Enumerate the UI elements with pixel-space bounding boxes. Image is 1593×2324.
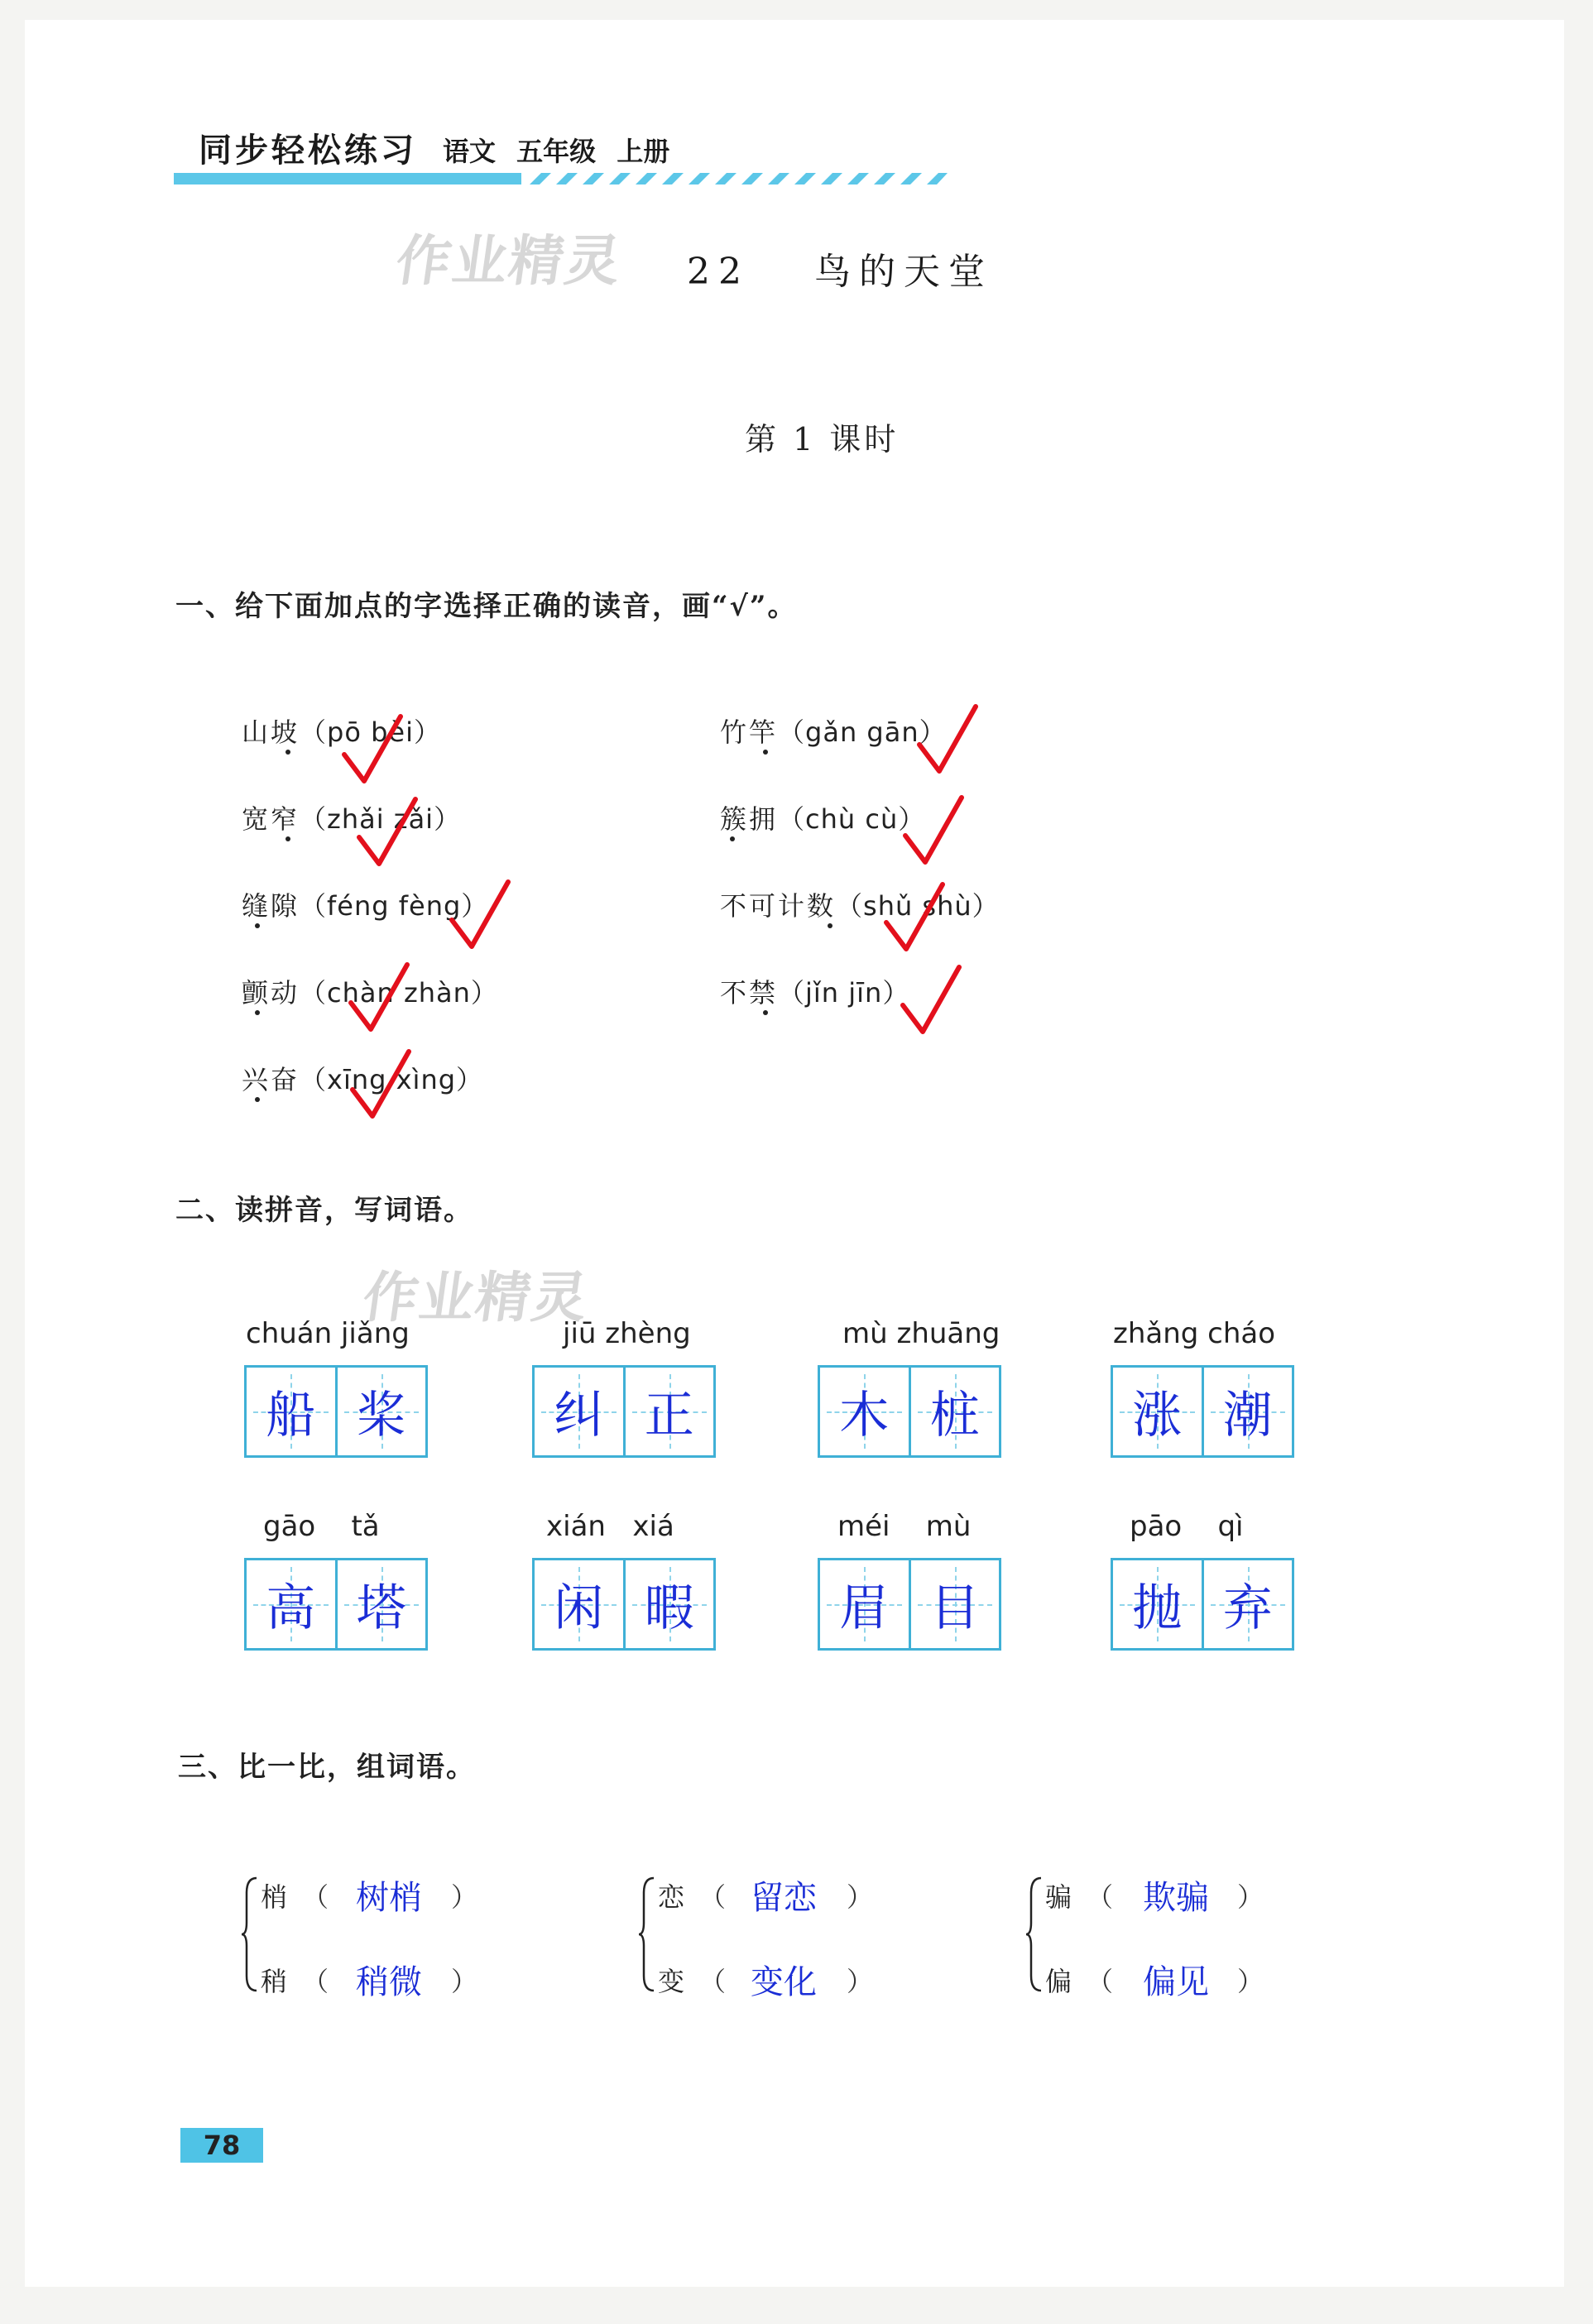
word-pinyin: gāo tǎ bbox=[263, 1510, 380, 1543]
writing-cell bbox=[623, 1368, 714, 1455]
header-volume: 上册 bbox=[617, 136, 670, 167]
answer-word: 稍微 bbox=[356, 1963, 422, 2001]
answer-word: 留恋 bbox=[751, 1879, 817, 1917]
item-options: （pō bèi） bbox=[300, 716, 441, 748]
close-paren: ） bbox=[847, 1966, 874, 1997]
word-writing-box bbox=[818, 1558, 1001, 1651]
writing-cell bbox=[1202, 1368, 1293, 1455]
word-writing-box bbox=[1111, 1558, 1294, 1651]
pronunciation-item bbox=[720, 885, 1000, 923]
base-char: 恋 bbox=[658, 1881, 685, 1913]
written-char: 正 bbox=[644, 1387, 694, 1445]
header-stripe-bar bbox=[174, 170, 948, 187]
item-options: （chàn zhàn） bbox=[300, 977, 498, 1009]
item-word: 竹竿 bbox=[720, 716, 779, 748]
item-word: 簇拥 bbox=[720, 803, 779, 835]
emphasis-dot bbox=[730, 836, 735, 841]
writing-cell bbox=[535, 1560, 623, 1648]
checkmark-icon bbox=[339, 712, 405, 786]
item-word: 缝隙 bbox=[242, 890, 300, 922]
base-char: 骗 bbox=[1045, 1881, 1072, 1913]
answer-word: 偏见 bbox=[1143, 1963, 1209, 2001]
written-char: 桩 bbox=[929, 1387, 980, 1445]
word-writing-box bbox=[818, 1365, 1001, 1458]
close-paren: ） bbox=[451, 1966, 478, 1997]
open-paren: （ bbox=[699, 1966, 727, 1997]
written-char: 弃 bbox=[1222, 1579, 1273, 1637]
writing-cell bbox=[1113, 1560, 1202, 1648]
word-writing-box bbox=[244, 1365, 428, 1458]
checkmark-icon bbox=[900, 793, 967, 867]
pronunciation-item bbox=[720, 712, 947, 750]
emphasis-dot bbox=[285, 750, 290, 755]
open-paren: （ bbox=[302, 1966, 329, 1997]
item-options: （jǐn jīn） bbox=[778, 977, 910, 1009]
emphasis-dot bbox=[828, 923, 832, 928]
emphasis-dot bbox=[255, 1097, 260, 1102]
written-char: 涨 bbox=[1132, 1387, 1183, 1445]
writing-cell bbox=[1113, 1368, 1202, 1455]
lesson-title bbox=[687, 242, 993, 295]
word-pinyin: pāo qì bbox=[1130, 1510, 1244, 1543]
emphasis-dot bbox=[763, 750, 768, 755]
section3-title: 三、比一比，组词语。 bbox=[178, 1751, 476, 1784]
writing-cell bbox=[820, 1560, 909, 1648]
written-char: 目 bbox=[929, 1579, 980, 1637]
checkmark-icon bbox=[354, 794, 420, 869]
close-paren: ） bbox=[451, 1881, 478, 1913]
written-char: 眉 bbox=[839, 1579, 890, 1637]
word-pinyin: chuán jiǎng bbox=[246, 1317, 410, 1350]
writing-cell bbox=[909, 1560, 1000, 1648]
brace-icon bbox=[637, 1876, 657, 1992]
item-word: 颤动 bbox=[242, 977, 300, 1009]
written-char: 高 bbox=[266, 1579, 316, 1637]
written-char: 闲 bbox=[554, 1579, 604, 1637]
pronunciation-item bbox=[242, 798, 461, 836]
written-char: 抛 bbox=[1132, 1579, 1183, 1637]
writing-cell bbox=[820, 1368, 909, 1455]
answer-word: 树梢 bbox=[356, 1879, 422, 1917]
checkmark-icon bbox=[348, 1047, 414, 1121]
emphasis-dot bbox=[255, 923, 260, 928]
item-word: 不禁 bbox=[720, 977, 779, 1009]
item-options: （shǔ shù） bbox=[836, 890, 1000, 922]
emphasis-dot bbox=[285, 836, 290, 841]
checkmark-icon bbox=[881, 879, 948, 954]
brace-icon bbox=[1024, 1876, 1044, 1992]
written-char: 塔 bbox=[356, 1579, 406, 1637]
word-writing-box bbox=[532, 1365, 716, 1458]
writing-cell bbox=[247, 1560, 335, 1648]
header-grade: 五年级 bbox=[516, 136, 597, 167]
writing-cell bbox=[623, 1560, 714, 1648]
checkmark-icon bbox=[447, 877, 513, 951]
open-paren: （ bbox=[1087, 1966, 1114, 1997]
checkmark-icon bbox=[346, 960, 412, 1034]
word-writing-box bbox=[532, 1558, 716, 1651]
word-pair-line bbox=[658, 1876, 906, 1918]
pronunciation-item bbox=[720, 972, 909, 1010]
item-word: 山坡 bbox=[242, 716, 300, 748]
item-options: （chù cù） bbox=[778, 803, 926, 835]
watermark-middle: 作业精灵 bbox=[358, 1266, 593, 1330]
header-subject-info bbox=[443, 131, 669, 169]
item-options: （gǎn gān） bbox=[778, 716, 947, 748]
item-word: 兴奋 bbox=[242, 1064, 300, 1095]
base-char: 偏 bbox=[1045, 1966, 1072, 1997]
item-options: （xīng xìng） bbox=[300, 1064, 484, 1095]
watermark-top: 作业精灵 bbox=[391, 229, 626, 293]
item-word: 不可计数 bbox=[720, 890, 837, 922]
open-paren: （ bbox=[302, 1881, 329, 1913]
word-pinyin: xián xiá bbox=[546, 1510, 674, 1543]
writing-cell bbox=[535, 1368, 623, 1455]
header-series-title: 同步轻松练习 bbox=[199, 132, 417, 170]
writing-cell bbox=[335, 1368, 426, 1455]
item-options: （zhǎi zǎi） bbox=[300, 803, 462, 835]
brace-icon bbox=[240, 1876, 260, 1992]
item-options: （féng fèng） bbox=[300, 890, 489, 922]
checkmark-icon bbox=[898, 962, 964, 1037]
written-char: 船 bbox=[266, 1387, 316, 1445]
answer-word: 变化 bbox=[751, 1963, 817, 2001]
word-pair-line bbox=[261, 1961, 509, 2002]
written-char: 木 bbox=[839, 1387, 890, 1445]
emphasis-dot bbox=[763, 1010, 768, 1015]
section2-title: 二、读拼音，写词语。 bbox=[175, 1194, 473, 1227]
open-paren: （ bbox=[1087, 1881, 1114, 1913]
word-pinyin: zhǎng cháo bbox=[1113, 1317, 1276, 1350]
word-pinyin: méi mù bbox=[837, 1510, 972, 1543]
word-pair-line bbox=[658, 1961, 906, 2002]
answer-word: 欺骗 bbox=[1143, 1879, 1209, 1917]
close-paren: ） bbox=[847, 1881, 874, 1913]
section1-title: 一、给下面加点的字选择正确的读音，画“√”。 bbox=[175, 590, 798, 623]
written-char: 纠 bbox=[554, 1387, 604, 1445]
word-pinyin: mù zhuāng bbox=[842, 1317, 1000, 1350]
word-pair-line bbox=[1045, 1876, 1293, 1918]
word-pair-line bbox=[1045, 1961, 1293, 2002]
base-char: 稍 bbox=[261, 1966, 288, 1997]
pronunciation-item bbox=[720, 798, 925, 836]
checkmark-icon bbox=[914, 702, 981, 776]
word-pinyin: jiū zhèng bbox=[563, 1317, 691, 1350]
emphasis-dot bbox=[255, 1010, 260, 1015]
writing-cell bbox=[335, 1560, 426, 1648]
close-paren: ） bbox=[1237, 1966, 1264, 1997]
header-subject: 语文 bbox=[443, 136, 497, 167]
page-number: 78 bbox=[180, 2128, 263, 2163]
close-paren: ） bbox=[1237, 1881, 1264, 1913]
writing-cell bbox=[247, 1368, 335, 1455]
base-char: 变 bbox=[658, 1966, 685, 1997]
writing-cell bbox=[1202, 1560, 1293, 1648]
written-char: 桨 bbox=[356, 1387, 406, 1445]
lesson-name: 鸟的天堂 bbox=[814, 251, 993, 293]
word-writing-box bbox=[244, 1558, 428, 1651]
open-paren: （ bbox=[699, 1881, 727, 1913]
base-char: 梢 bbox=[261, 1881, 288, 1913]
written-char: 潮 bbox=[1222, 1387, 1273, 1445]
written-char: 暇 bbox=[644, 1579, 694, 1637]
lesson-period: 第 1 课时 bbox=[745, 421, 900, 458]
word-pair-line bbox=[261, 1876, 509, 1918]
word-writing-box bbox=[1111, 1365, 1294, 1458]
writing-cell bbox=[909, 1368, 1000, 1455]
item-word: 宽窄 bbox=[242, 803, 300, 835]
lesson-number: 22 bbox=[687, 251, 750, 293]
